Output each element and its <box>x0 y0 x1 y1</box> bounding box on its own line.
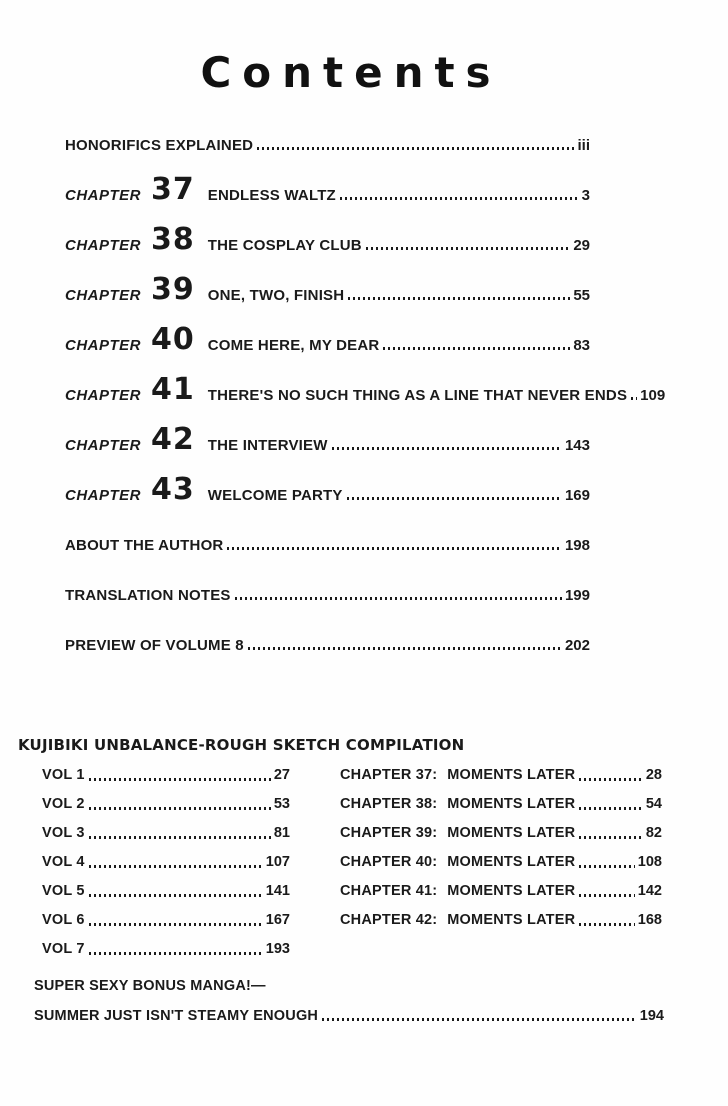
page-number: 27 <box>273 767 290 784</box>
toc-entry-translation-notes <box>65 574 590 604</box>
toc-entry-chapter-43 <box>65 472 590 508</box>
page-number: 29 <box>573 236 590 254</box>
entry-title: HONORIFICS EXPLAINED <box>65 136 254 154</box>
moments-title: MOMENTS LATER <box>447 912 576 929</box>
toc-entry-honorifics <box>65 124 590 154</box>
moments-title: MOMENTS LATER <box>447 883 576 900</box>
dot-leader <box>227 547 562 550</box>
page-number: iii <box>577 136 590 154</box>
page-number: 143 <box>564 436 590 454</box>
page-number: 202 <box>564 636 590 654</box>
page-number: 109 <box>640 386 666 404</box>
moments-entry <box>340 912 662 929</box>
volume-entry <box>42 912 290 929</box>
toc-entry-chapter-40 <box>65 322 590 358</box>
volume-entry <box>42 854 290 871</box>
moments-entry <box>340 883 662 900</box>
page-number: 167 <box>265 912 290 929</box>
page-number: 53 <box>273 796 290 813</box>
dot-leader <box>257 147 574 150</box>
chapter-number: 40 <box>151 322 195 358</box>
chapter-prefix: CHAPTER <box>65 236 142 254</box>
dot-leader <box>89 894 263 897</box>
dot-leader <box>348 297 570 300</box>
page-number: 82 <box>645 825 662 842</box>
chapter-label: CHAPTER 37: <box>340 767 438 784</box>
moments-title: MOMENTS LATER <box>447 767 576 784</box>
page-title: Contents <box>200 48 502 97</box>
dot-leader <box>235 597 562 600</box>
bonus-section-heading: KUJIBIKI UNBALANCE-ROUGH SKETCH COMPILATION <box>18 736 465 754</box>
bonus-manga-title-row <box>34 1008 664 1025</box>
moments-title: MOMENTS LATER <box>447 796 576 813</box>
dot-leader <box>332 447 562 450</box>
dot-leader <box>89 952 263 955</box>
chapter-number: 37 <box>151 172 195 208</box>
dot-leader <box>383 347 570 350</box>
entry-title: TRANSLATION NOTES <box>65 586 231 604</box>
page-number: 142 <box>637 883 662 900</box>
page-number: 83 <box>573 336 590 354</box>
volume-title: VOL 1 <box>42 767 85 784</box>
page-number: 168 <box>637 912 662 929</box>
bonus-columns <box>0 767 728 970</box>
bonus-section <box>0 738 728 1025</box>
toc-entry-chapter-39 <box>65 272 590 308</box>
volume-title: VOL 5 <box>42 883 85 900</box>
entry-title: THE COSPLAY CLUB <box>207 236 362 254</box>
dot-leader <box>631 397 637 400</box>
dot-leader <box>579 865 635 868</box>
page-number: 199 <box>564 586 590 604</box>
entry-title: COME HERE, MY DEAR <box>207 336 380 354</box>
bonus-manga-heading: SUPER SEXY BONUS MANGA!— <box>34 978 266 995</box>
page-number: 55 <box>573 286 590 304</box>
chapter-number: 43 <box>151 472 195 508</box>
page-number: 3 <box>581 186 590 204</box>
dot-leader <box>89 836 271 839</box>
volumes-column <box>42 767 290 970</box>
page-number: 193 <box>265 941 290 958</box>
dot-leader <box>340 197 579 200</box>
toc-entry-preview-volume-8 <box>65 624 590 654</box>
toc-entry-chapter-42 <box>65 422 590 458</box>
page-number: 198 <box>564 536 590 554</box>
entry-title: THE INTERVIEW <box>207 436 328 454</box>
moments-entry <box>340 825 662 842</box>
dot-leader <box>579 836 643 839</box>
chapter-label: CHAPTER 42: <box>340 912 438 929</box>
entry-title: ENDLESS WALTZ <box>207 186 336 204</box>
toc-entry-about-the-author <box>65 524 590 554</box>
chapter-prefix: CHAPTER <box>65 186 142 204</box>
volume-entry <box>42 883 290 900</box>
page-number: 28 <box>645 767 662 784</box>
bonus-manga-entry <box>34 978 664 1025</box>
chapter-label: CHAPTER 38: <box>340 796 438 813</box>
chapter-number: 41 <box>151 372 195 408</box>
entry-title: ABOUT THE AUTHOR <box>65 536 224 554</box>
dot-leader <box>579 778 643 781</box>
volume-title: VOL 6 <box>42 912 85 929</box>
chapter-number: 42 <box>151 422 195 458</box>
moments-entry <box>340 767 662 784</box>
dot-leader <box>322 1018 637 1021</box>
toc-entry-chapter-41 <box>65 372 666 408</box>
moments-title: MOMENTS LATER <box>447 854 576 871</box>
page-number: 54 <box>645 796 662 813</box>
page-number: 194 <box>639 1008 664 1025</box>
volume-entry <box>42 941 290 958</box>
dot-leader <box>248 647 562 650</box>
volume-entry <box>42 796 290 813</box>
dot-leader <box>89 778 271 781</box>
volume-entry <box>42 767 290 784</box>
dot-leader <box>347 497 562 500</box>
page-number: 108 <box>637 854 662 871</box>
chapter-prefix: CHAPTER <box>65 336 142 354</box>
chapter-prefix: CHAPTER <box>65 386 142 404</box>
dot-leader <box>366 247 570 250</box>
volume-title: VOL 2 <box>42 796 85 813</box>
chapter-prefix: CHAPTER <box>65 286 142 304</box>
chapter-label: CHAPTER 41: <box>340 883 438 900</box>
chapter-prefix: CHAPTER <box>65 486 142 504</box>
main-toc <box>65 124 666 654</box>
chapter-number: 39 <box>151 272 195 308</box>
dot-leader <box>89 807 271 810</box>
entry-title: PREVIEW OF VOLUME 8 <box>65 636 244 654</box>
volume-title: VOL 4 <box>42 854 85 871</box>
entry-title: ONE, TWO, FINISH <box>207 286 345 304</box>
entry-title: WELCOME PARTY <box>207 486 343 504</box>
page-number: 169 <box>564 486 590 504</box>
moments-title: MOMENTS LATER <box>447 825 576 842</box>
moments-later-column <box>340 767 662 941</box>
dot-leader <box>579 894 635 897</box>
chapter-label: CHAPTER 40: <box>340 854 438 871</box>
volume-title: VOL 3 <box>42 825 85 842</box>
entry-title: THERE'S NO SUCH THING AS A LINE THAT NEVER ENDS <box>207 386 628 404</box>
volume-entry <box>42 825 290 842</box>
dot-leader <box>89 865 263 868</box>
dot-leader <box>579 807 643 810</box>
chapter-prefix: CHAPTER <box>65 436 142 454</box>
volume-title: VOL 7 <box>42 941 85 958</box>
chapter-number: 38 <box>151 222 195 258</box>
page-number: 141 <box>265 883 290 900</box>
page-number: 107 <box>265 854 290 871</box>
moments-entry <box>340 796 662 813</box>
dot-leader <box>89 923 263 926</box>
toc-entry-chapter-37 <box>65 172 590 208</box>
page-number: 81 <box>273 825 290 842</box>
bonus-manga-title: SUMMER JUST ISN'T STEAMY ENOUGH <box>34 1008 319 1025</box>
moments-entry <box>340 854 662 871</box>
chapter-label: CHAPTER 39: <box>340 825 438 842</box>
dot-leader <box>579 923 635 926</box>
toc-entry-chapter-38 <box>65 222 590 258</box>
